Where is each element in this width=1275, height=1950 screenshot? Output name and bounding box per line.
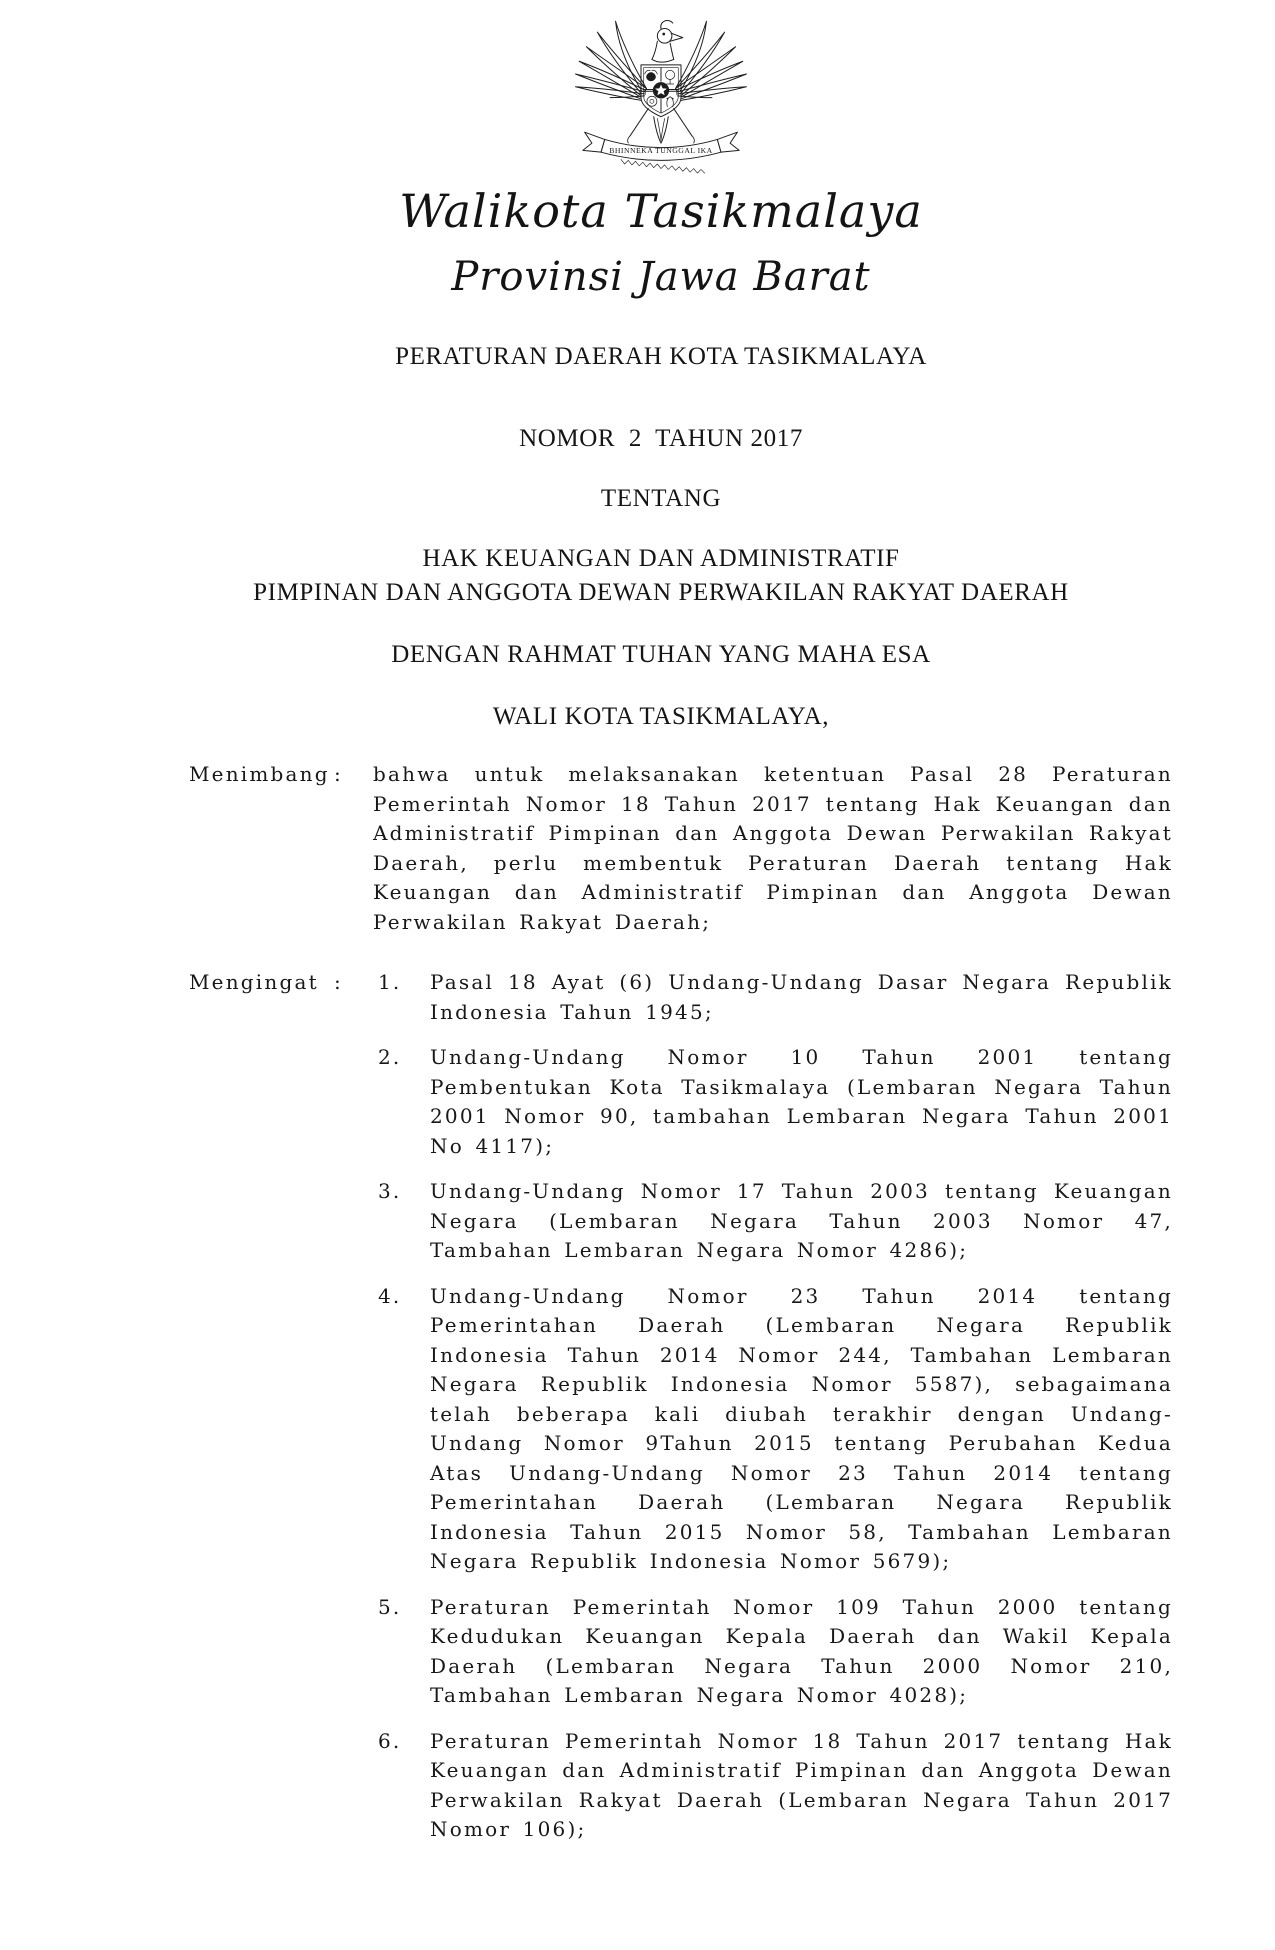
garuda-pancasila-emblem [561, 14, 761, 174]
considering-colon: : [334, 762, 343, 786]
list-item [373, 1593, 1173, 1711]
doc-type-title: PERATURAN DAERAH KOTA TASIKMALAYA [395, 343, 927, 370]
considering-text: bahwa untuk melaksanakan ketentuan Pasal 28 Peraturan Pemerintah Nomor 18 Tahun 2017 tentang Hak Keuangan dan Administratif Pimpinan dan Anggota Dewan Perwakilan Rakyat Daerah, perlu membentuk Peraturan Daerah tentang Hak Keuangan dan Administratif Pimpinan dan Anggota Dewan Perwakilan Rakyat Daerah; [373, 762, 1173, 934]
list-item [373, 1177, 1173, 1266]
list-item [373, 1282, 1173, 1577]
list-item-text: Undang-Undang Nomor 10 Tahun 2001 tentang Pembentukan Kota Tasikmalaya (Lembaran Negara Tahun 2001 Nomor 90, tambahan Lembaran Negara Tahun 2001 No 4117); [430, 1045, 1173, 1158]
subject-line-2: PIMPINAN DAN ANGGOTA DEWAN PERWAKILAN RAKYAT DAERAH [253, 579, 1069, 606]
list-item-number: 6. [378, 1728, 402, 1753]
subject-line-1: HAK KEUANGAN DAN ADMINISTRATIF [422, 545, 900, 572]
list-item [373, 1043, 1173, 1161]
office-script-title: Walikota Tasikmalaya [399, 184, 923, 238]
emblem-container [189, 0, 1133, 174]
list-item-text: Peraturan Pemerintah Nomor 109 Tahun 2000 tentang Kedudukan Keuangan Kepala Daerah dan Wakil Kepala Daerah (Lembaran Negara Tahun 2000 Nomor 210, Tambahan Lembaran Negara Nomor 4028); [430, 1594, 1173, 1707]
list-item-text: Pasal 18 Ayat (6) Undang-Undang Dasar Negara Republik Indonesia Tahun 1945; [430, 970, 1173, 1024]
list-item [373, 968, 1173, 1027]
list-item [373, 1727, 1173, 1845]
document-header [189, 0, 1133, 734]
considering-label: Menimbang [189, 762, 330, 786]
considering-section [189, 760, 1173, 937]
province-script-title: Provinsi Jawa Barat [451, 254, 871, 300]
subject-block [189, 542, 1133, 610]
recalling-list [373, 968, 1173, 1845]
list-item-number: 5. [378, 1594, 402, 1619]
invocation-line: DENGAN RAHMAT TUHAN YANG MAHA ESA [391, 641, 931, 668]
list-item-text: Undang-Undang Nomor 23 Tahun 2014 tentang Pemerintahan Daerah (Lembaran Negara Republik Indonesia Tahun 2014 Nomor 244, Tambahan Lembaran Negara Republik Indonesia Nomor 5587), sebagaimana telah beberapa kali diubah terakhir dengan Undang- Undang Nomor 9Tahun 2015 tentang Perubahan Kedua Atas Undang-Undang Nomor 23 Tahun 2014 tentang Pemerintahan Daerah (Lembaran Negara Republik Indonesia Tahun 2015 Nomor 58, Tambahan Lembaran Negara Republik Indonesia Nomor 5679); [430, 1283, 1173, 1573]
about-label: TENTANG [600, 485, 722, 512]
list-item-number: 4. [378, 1283, 402, 1308]
list-item-text: Peraturan Pemerintah Nomor 18 Tahun 2017 tentang Hak Keuangan dan Administratif Pimpinan dan Anggota Dewan Perwakilan Rakyat Daerah (Lembaran Negara Tahun 2017 Nomor 106); [430, 1728, 1173, 1841]
recalling-colon: : [334, 970, 343, 994]
list-item-number: 1. [378, 970, 402, 994]
recalling-section [189, 968, 1173, 1845]
list-item-number: 2. [378, 1045, 402, 1069]
authority-line: WALI KOTA TASIKMALAYA, [492, 703, 830, 730]
list-item-number: 3. [378, 1179, 402, 1203]
emblem-motto-text: BHINNEKA TUNGGAL IKA [609, 146, 713, 156]
list-item-text: Undang-Undang Nomor 17 Tahun 2003 tentang Keuangan Negara (Lembaran Negara Tahun 2003 Nomor 47, Tambahan Lembaran Negara Nomor 4286); [430, 1179, 1173, 1262]
document-body [189, 760, 1173, 1845]
recalling-label: Mengingat [189, 970, 319, 994]
doc-number-line: NOMOR 2 TAHUN 2017 [519, 425, 803, 452]
